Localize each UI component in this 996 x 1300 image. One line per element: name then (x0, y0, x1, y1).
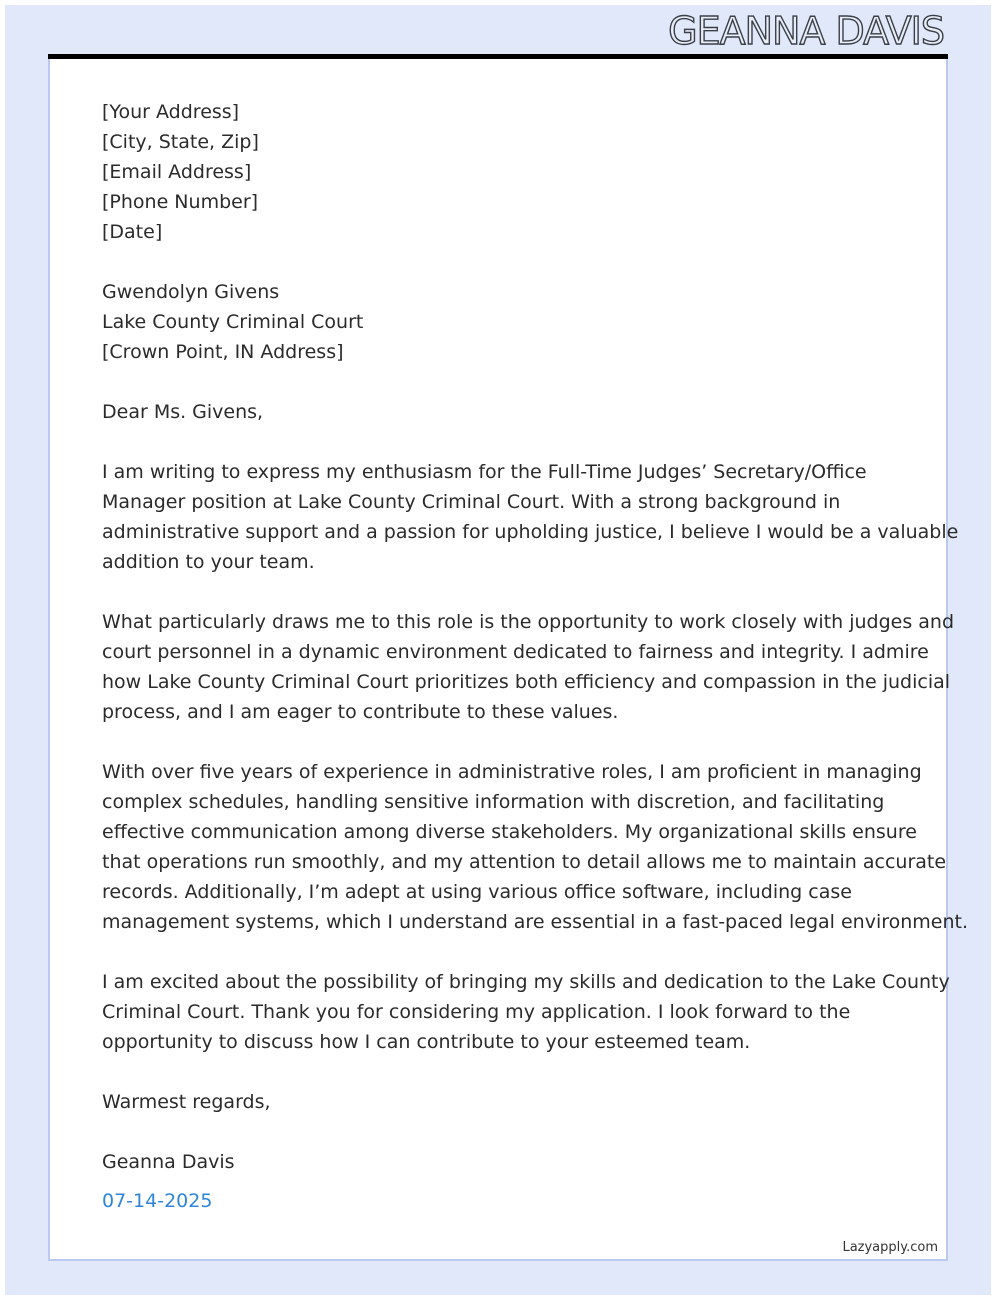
body-paragraph (102, 967, 950, 1057)
salutation: Dear Ms. Givens, (102, 401, 264, 423)
sender-city-state-zip: [City, State, Zip] (102, 131, 259, 153)
paragraph-line: What particularly draws me to this role is the opportunity to work closely with judges and (102, 611, 955, 633)
paragraph-line: effective communication among diverse stakeholders. My organizational skills ensure (102, 821, 917, 843)
closing: Warmest regards, (102, 1091, 271, 1113)
paragraph-line: process, and I am eager to contribute to these values. (102, 701, 619, 723)
watermark: Lazyapply.com (842, 1240, 938, 1255)
paragraph-line: Criminal Court. Thank you for considering my application. I look forward to the (102, 1001, 851, 1023)
paragraph-line: I am excited about the possibility of bringing my skills and dedication to the Lake County (102, 971, 950, 993)
paragraph-line: I am writing to express my enthusiasm for the Full-Time Judges’ Secretary/Office (102, 461, 867, 483)
paragraph-line: addition to your team. (102, 551, 315, 573)
sender-email: [Email Address] (102, 161, 252, 183)
recipient-name: Gwendolyn Givens (102, 281, 280, 303)
sender-block (102, 97, 902, 247)
paragraph-line: opportunity to discuss how I can contribute to your esteemed team. (102, 1031, 751, 1053)
letter-paper (48, 59, 969, 1261)
sender-date: [Date] (102, 221, 163, 243)
paragraph-line: With over five years of experience in administrative roles, I am proficient in managing (102, 761, 922, 783)
footer-date: 07-14-2025 (102, 1190, 213, 1212)
paragraph-line: administrative support and a passion for upholding justice, I believe I would be a valuable (102, 521, 959, 543)
header-name: GEANNA DAVIS (668, 9, 944, 53)
recipient-organization: Lake County Criminal Court (102, 311, 364, 333)
recipient-block (102, 277, 902, 367)
body-paragraph (102, 457, 959, 577)
paragraph-line: records. Additionally, I’m adept at using various office software, including case (102, 881, 852, 903)
paragraph-line: court personnel in a dynamic environment dedicated to fairness and integrity. I admire (102, 641, 929, 663)
paragraph-line: that operations run smoothly, and my attention to detail allows me to maintain accurate (102, 851, 947, 873)
sender-address: [Your Address] (102, 101, 240, 123)
body-paragraph (102, 757, 969, 937)
body-paragraph (102, 607, 955, 727)
paragraph-line: Manager position at Lake County Criminal Court. With a strong background in (102, 491, 841, 513)
sender-phone: [Phone Number] (102, 191, 259, 213)
recipient-address: [Crown Point, IN Address] (102, 341, 344, 363)
signature: Geanna Davis (102, 1151, 235, 1173)
letter-body (102, 97, 969, 1177)
paragraph-line: how Lake County Criminal Court prioritizes both efficiency and compassion in the judicial (102, 671, 951, 693)
paragraph-line: management systems, which I understand are essential in a fast-paced legal environment. (102, 911, 969, 933)
paragraph-line: complex schedules, handling sensitive information with discretion, and facilitating (102, 791, 885, 813)
